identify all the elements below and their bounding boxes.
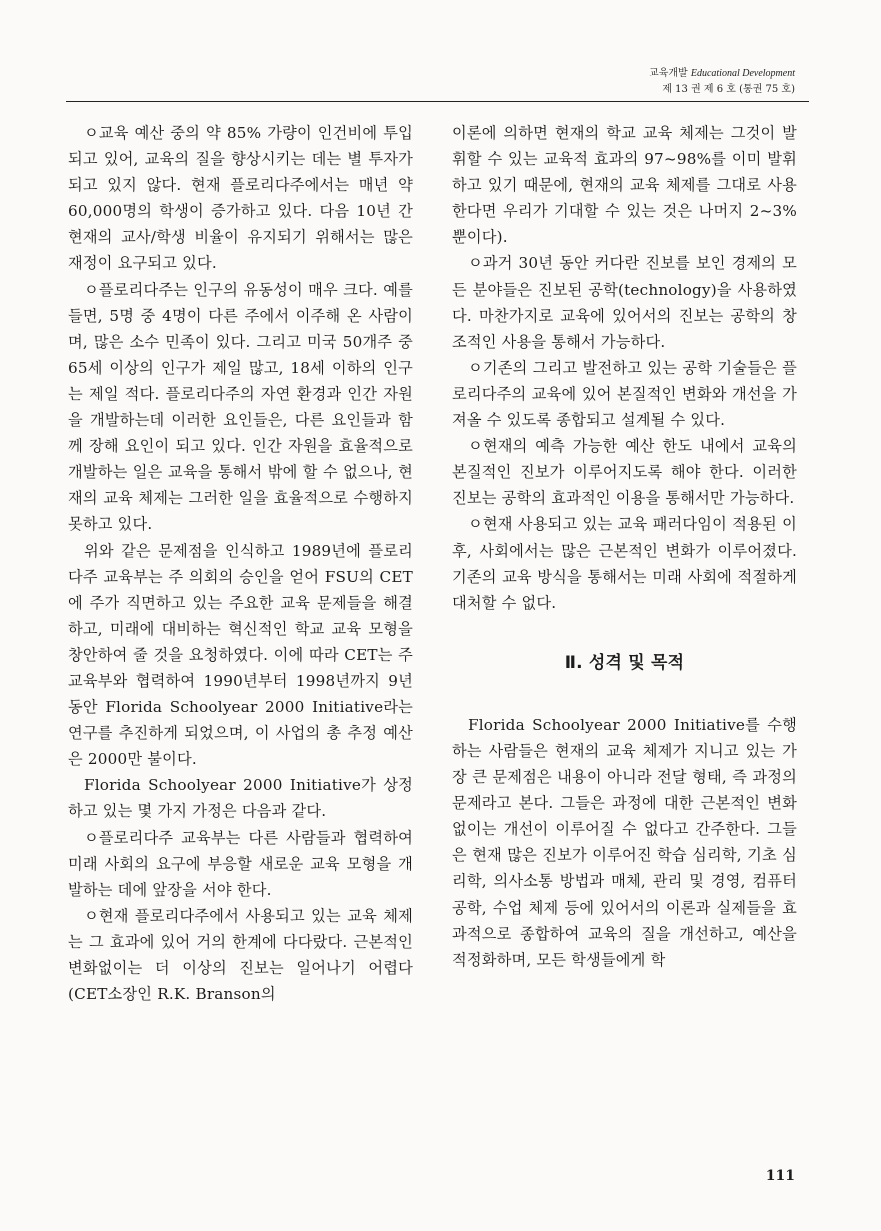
- page-number: 111: [765, 1168, 795, 1184]
- paragraph: Florida Schoolyear 2000 Initiative가 상정하고 있는 몇 가지 가정은 다음과 같다.: [68, 776, 413, 821]
- paragraph: ㅇ과거 30년 동안 커다란 진보를 보인 경제의 모든 분야들은 진보된 공학(technology)을 사용하였다. 마찬가지로 교육에 있어서의 진보는 공학의 창조적인 사용을 통해서 가능하다.: [452, 254, 797, 351]
- journal-title: [535, 66, 795, 82]
- paragraph: ㅇ교육 예산 중의 약 85% 가량이 인건비에 투입되고 있어, 교육의 질을 향상시키는 데는 별 투자가 되고 있지 않다. 현재 플로리다주에서는 매년 약 60,000명의 학생이 증가하고 있다. 다음 10년 간 현재의 교사/학생 비율이 유지되기 위해서는 많은 재정이 요구되고 있다.: [68, 124, 413, 273]
- paragraph: ㅇ플로리다주 교육부는 다른 사람들과 협력하여 미래 사회의 요구에 부응할 새로운 교육 모형을 개발하는 데에 앞장을 서야 한다.: [68, 828, 413, 899]
- paragraph: ㅇ플로리다주는 인구의 유동성이 매우 크다. 예를 들면, 5명 중 4명이 다른 주에서 이주해 온 사람이며, 많은 소수 민족이 있다. 그리고 미국 50개주 중 65세 이상의 인구가 제일 많고, 18세 이하의 인구는 제일 적다. 플로리다주의 자연 환경과 인간 자원을 개발하는데 이러한 요인들은, 다른 요인들과 함께 장해 요인이 되고 있다. 인간 자원을 효율적으로 개발하는 일은 교육을 통해서 밖에 할 수 없으나, 현재의 교육 체제는 그러한 일을 효율적으로 수행하지 못하고 있다.: [68, 280, 413, 534]
- header-rule: [66, 101, 809, 102]
- paragraph: 위와 같은 문제점을 인식하고 1989년에 플로리다주 교육부는 주 의회의 승인을 얻어 FSU의 CET에 주가 직면하고 있는 주요한 교육 문제들을 해결하고, 미래에 대비하는 혁신적인 학교 교육 모형을 창안하여 줄 것을 요청하였다. 이에 따라 CET는 주 교육부와 협력하여 1990년부터 1998년까지 9년 동안 Florida Schoolyear 2000 Initiative라는 연구를 추진하게 되었으며, 이 사업의 총 추정 예산은 2000만 불이다.: [68, 541, 413, 769]
- paragraph: ㅇ현재 플로리다주에서 사용되고 있는 교육 체제는 그 효과에 있어 거의 한계에 다다랐다. 근본적인 변화없이는 더 이상의 진보는 일어나기 어렵다(CET소장인 R.K. Branson의: [68, 906, 413, 1004]
- paragraph: 이론에 의하면 현재의 학교 교육 체제는 그것이 발휘할 수 있는 교육적 효과의 97~98%를 이미 발휘하고 있기 때문에, 현재의 교육 체제를 그대로 사용한다면 우리가 기대할 수 있는 것은 나머지 2~3% 뿐이다).: [452, 124, 797, 247]
- right-column: [452, 120, 797, 973]
- paragraph: ㅇ현재의 예측 가능한 예산 한도 내에서 교육의 본질적인 진보가 이루어지도록 해야 한다. 이러한 진보는 공학의 효과적인 이용을 통해서만 가능하다.: [452, 437, 797, 508]
- paragraph: Florida Schoolyear 2000 Initiative를 수행하는 사람들은 현재의 교육 체제가 지니고 있는 가장 큰 문제점은 내용이 아니라 전달 형태, 즉 과정의 문제라고 본다. 그들은 과정에 대한 근본적인 변화없이는 개선이 이루어질 수 없다고 간주한다. 그들은 현재 많은 진보가 이루어진 학습 심리학, 기초 심리학, 의사소통 방법과 매체, 관리 및 경영, 컴퓨터 공학, 수업 체제 등에 있어서의 이론과 실제들을 효과적으로 종합하여 교육의 질을 개선하고, 예산을 적정화하며, 모든 학생들에게 학: [452, 715, 797, 969]
- running-header: [535, 66, 795, 98]
- issue-info: 제 13 권 제 6 호 (통권 75 호): [662, 84, 795, 95]
- journal-title-ko: 교육개발: [649, 68, 688, 79]
- left-column: [68, 120, 413, 1007]
- paragraph: ㅇ현재 사용되고 있는 교육 패러다임이 적용된 이후, 사회에서는 많은 근본적인 변화가 이루어졌다. 기존의 교육 방식을 통해서는 미래 사회에 적절하게 대처할 수 없다.: [452, 515, 797, 612]
- journal-title-en: Educational Development: [690, 68, 795, 79]
- section-heading: Ⅱ. 성격 및 목적: [564, 652, 685, 673]
- paragraph: ㅇ기존의 그리고 발전하고 있는 공학 기술들은 플로리다주의 교육에 있어 본질적인 변화와 개선을 가져올 수 있도록 종합되고 설계될 수 있다.: [452, 358, 797, 430]
